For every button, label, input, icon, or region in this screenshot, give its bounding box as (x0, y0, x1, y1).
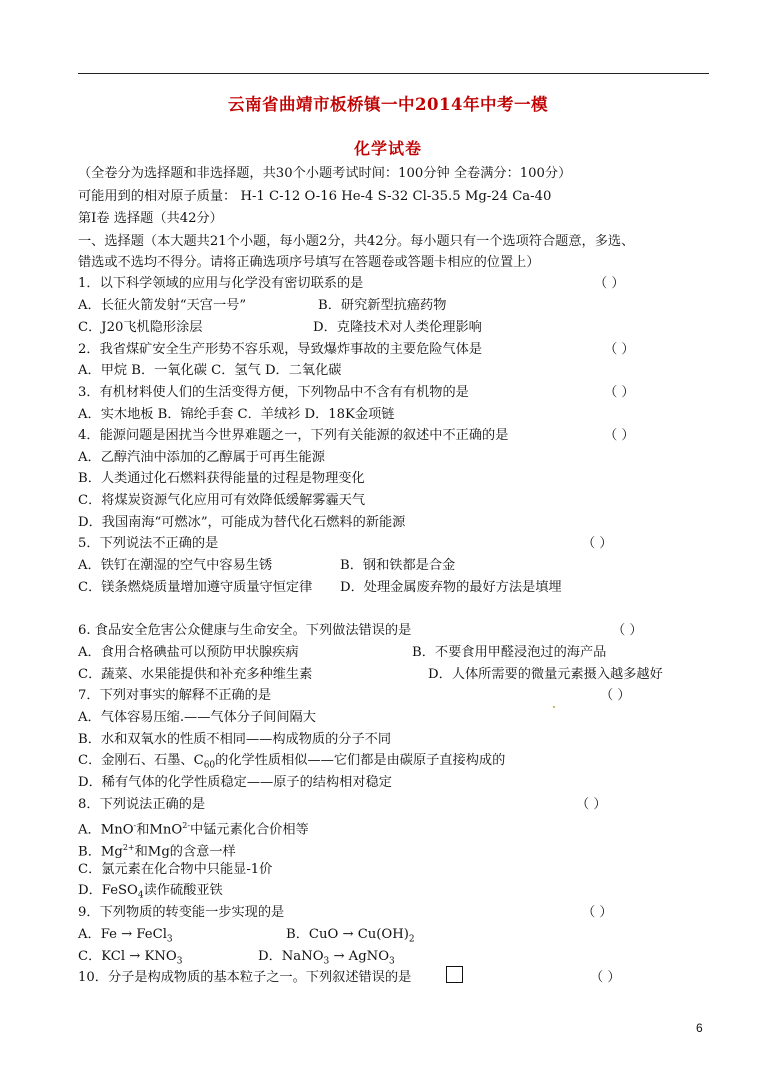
option: A．MnO-和MnO$^{2-}$中锰元素化合价相等 (78, 821, 309, 838)
option: B．人类通过化石燃料获得能量的过程是物理变化 (78, 471, 365, 486)
question-stem: 8．下列说法正确的是 (78, 797, 206, 812)
question-stem: 4．能源问题是困扰当今世界难题之一，下列有关能源的叙述中不正确的是 (78, 428, 509, 443)
page-number: 6 (696, 1021, 703, 1035)
question-stem: 3．有机材料使人们的生活变得方便，下列物品中不含有有机物的是 (78, 385, 469, 400)
speck (553, 706, 555, 708)
option: B．钢和铁都是合金 (340, 558, 456, 573)
option: B．$Mg^{2+}$和Mg的含意一样 (78, 843, 236, 860)
answer-parens: （ ） (612, 623, 643, 638)
question-stem: 6. 食品安全危害公众健康与生命安全。下列做法错误的是 (78, 623, 412, 638)
answer-parens: （ ） (604, 428, 635, 443)
option: A．长征火箭发射“天宫一号” (78, 298, 247, 313)
page-subtitle: 化学试卷 (353, 139, 422, 158)
option: D．NaNO$_3$ → AgNO$_3$ (258, 949, 395, 967)
intro-line: 可能用到的相对原子质量： H-1 C-12 O-16 He-4 S-32 Cl-35.5 Mg-24 Ca-40 (78, 189, 552, 204)
intro-line: 一、选择题（本大题共21个小题，每小题2分，共42分。每小题只有一个选项符合题意，多选、 (78, 234, 635, 249)
intro-line: 第Ⅰ卷 选择题（共42分） (78, 211, 223, 226)
answer-parens: （ ） (576, 797, 607, 812)
option: D．人体所需要的微量元素摄入越多越好 (428, 667, 663, 682)
answer-parens: （ ） (600, 688, 631, 703)
option: C．J20飞机隐形涂层 (78, 320, 203, 335)
option: A．气体容易压缩.——气体分子间间隔大 (78, 710, 316, 725)
question-stem: 9．下列物质的转变能一步实现的是 (78, 905, 285, 920)
option: C．蔬菜、水果能提供和补充多种维生素 (78, 667, 313, 682)
option: B．水和双氧水的性质不相同——构成物质的分子不同 (78, 732, 392, 747)
question-stem: 7．下列对事实的解释不正确的是 (78, 688, 272, 703)
answer-parens: （ ） (590, 970, 621, 985)
question-stem: 1．以下科学领域的应用与化学没有密切联系的是 (78, 276, 364, 291)
option: D．稀有气体的化学性质稳定——原子的结构相对稳定 (78, 775, 392, 790)
option: B．CuO → $Cu(OH)_2$ (286, 927, 415, 945)
option: C．氯元素在化合物中只能显-1价 (78, 862, 273, 877)
answer-parens: （ ） (582, 905, 613, 920)
option: A．Fe → FeCl$_3$ (78, 927, 173, 945)
option: C．KCl → $KNO_3$ (78, 949, 183, 967)
option: B．研究新型抗癌药物 (318, 298, 447, 313)
option: D．克隆技术对人类伦理影响 (313, 320, 482, 335)
question-stem: 10．分子是构成物质的基本粒子之一。下列叙述错误的是 (78, 970, 412, 985)
option: A．铁钉在潮湿的空气中容易生锈 (78, 558, 273, 573)
question-stem: 2．我省煤矿安全生产形势不容乐观，导致爆炸事故的主要危险气体是 (78, 342, 483, 357)
option: B．不要食用甲醛浸泡过的海产品 (412, 645, 607, 660)
question-stem: 5．下列说法不正确的是 (78, 536, 219, 551)
option: A．乙醇汽油中添加的乙醇属于可再生能源 (78, 450, 325, 465)
option: A．食用合格碘盐可以预防甲状腺疾病 (78, 645, 299, 660)
page-title: 云南省曲靖市板桥镇一中2014年中考一模 (228, 95, 548, 114)
option: A．甲烷 B．一氧化碳 C．氢气 D．二氧化碳 (78, 363, 342, 378)
option: D．处理金属废弃物的最好方法是填埋 (340, 580, 562, 595)
answer-parens: （ ） (604, 385, 635, 400)
answer-parens: （ ） (604, 342, 635, 357)
option: C．将煤炭资源气化应用可有效降低缓解雾霾天气 (78, 493, 366, 508)
intro-line: 错选或不选均不得分。请将正确选项序号填写在答题卷或答题卡相应的位置上） (78, 255, 540, 270)
option: A．实木地板 B．锦纶手套 C．羊绒衫 D．18K金项链 (78, 407, 395, 422)
header-rule (78, 73, 709, 74)
answer-parens: （ ） (582, 536, 613, 551)
option: D．我国南海“可燃冰”，可能成为替代化石燃料的新能源 (78, 515, 406, 530)
answer-parens: （ ） (594, 276, 625, 291)
option: D．FeSO$_4$读作硫酸亚铁 (78, 883, 223, 901)
option: C．金刚石、石墨、$C_{60}$的化学性质相似——它们都是由碳原子直接构成的 (78, 753, 506, 771)
option: C．镁条燃烧质量增加遵守质量守恒定律 (78, 580, 313, 595)
intro-line: （全卷分为选择题和非选择题，共30个小题考试时间：100分钟 全卷满分：100分） (78, 166, 572, 181)
answer-box[interactable] (446, 966, 463, 983)
